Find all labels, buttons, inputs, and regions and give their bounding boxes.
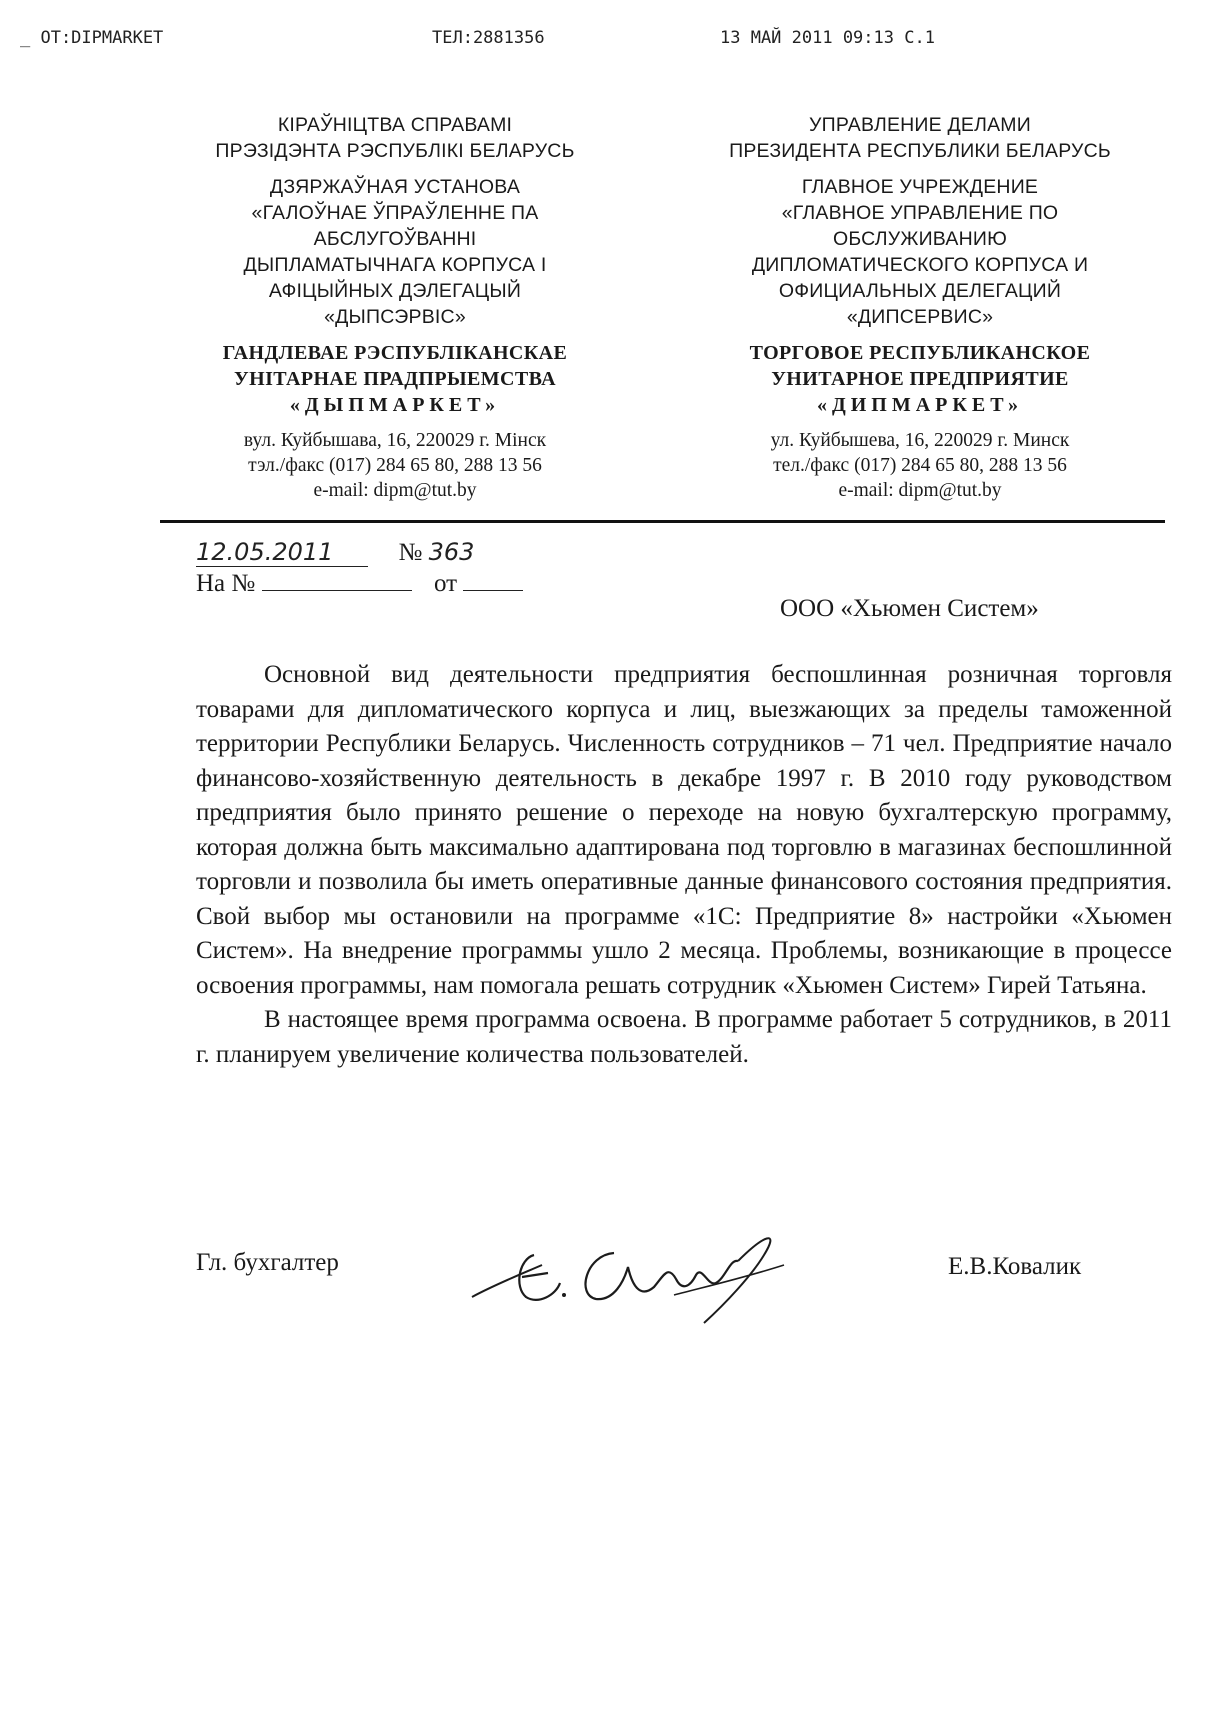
fax-sender: _ OT:DIPMARKET	[20, 28, 164, 48]
lh-ru-line4: «ГЛАВНОЕ УПРАВЛЕНИЕ ПО	[781, 202, 1059, 224]
letterhead-russian	[685, 112, 1155, 503]
letterhead	[160, 112, 1160, 512]
lh-be-company2: УНІТАРНАЕ ПРАДПРЫЕМСТВА	[234, 368, 556, 390]
lh-be-company1: ГАНДЛЕВАЕ РЭСПУБЛІКАНСКАЕ	[222, 342, 568, 364]
signatory-title: Гл. бухгалтер	[196, 1249, 339, 1276]
handwritten-signature	[464, 1225, 804, 1335]
addressee: ООО «Хьюмен Систем»	[780, 595, 1039, 622]
lh-be-line3: ДЗЯРЖАЎНАЯ УСТАНОВА	[269, 176, 521, 198]
lh-ru-line2: ПРЕЗИДЕНТА РЕСПУБЛИКИ БЕЛАРУСЬ	[729, 140, 1111, 162]
lh-ru-email: e-mail: dipm@tut.by	[838, 480, 1002, 501]
lh-be-address: вул. Куйбышава, 16, 220029 г. Мінск	[243, 430, 547, 451]
body-paragraph: Основной вид деятельности предприятия беспошлинная розничная торговля товарами для дипломатического корпуса и лиц, выезжающих за пределы таможенной территории Республики Беларусь. Численность сотрудников – 71 чел. Предприятие начало финансово-хозяйственную деятельность в декабре 1997 г. В 2010 году руководством предприятия было принято решение о переходе на новую бухгалтерскую программу, которая должна быть максимально адаптирована под торговлю в магазинах беспошлинной торговли и позволила бы иметь оперативные данные финансового состояния предприятия. Свой выбор мы остановили на программе «1С: Предприятие 8» настройки «Хьюмен Систем». На внедрение программы ушло 2 месяца. Проблемы, возникающие в процессе освоения программы, нам помогала решать сотрудник «Хьюмен Систем» Гирей Татьяна.	[196, 661, 1172, 999]
letter-body	[196, 658, 1172, 1178]
letterhead-divider	[160, 520, 1165, 523]
fax-phone: ТЕЛ:2881356	[432, 28, 545, 48]
lh-ru-company1: ТОРГОВОЕ РЕСПУБЛИКАНСКОЕ	[749, 342, 1091, 364]
lh-be-email: e-mail: dipm@tut.by	[313, 480, 477, 501]
lh-be-line5: АБСЛУГОЎВАННІ	[313, 228, 477, 250]
lh-ru-line1: УПРАВЛЕНИЕ ДЕЛАМИ	[809, 114, 1031, 136]
lh-be-line7: АФІЦЫЙНЫХ ДЭЛЕГАЦЫЙ	[268, 280, 522, 302]
lh-ru-line8: «ДИПСЕРВИС»	[846, 306, 994, 328]
letterhead-belarusian	[160, 112, 630, 503]
lh-be-line8: «ДЫПСЭРВІС»	[324, 306, 466, 328]
lh-be-line1: КІРАЎНІЦТВА СПРАВАМІ	[277, 114, 513, 136]
lh-ru-line3: ГЛАВНОЕ УЧРЕЖДЕНИЕ	[801, 176, 1039, 198]
lh-be-line6: ДЫПЛАМАТЫЧНАГА КОРПУСА І	[243, 254, 547, 276]
fax-header	[20, 28, 1200, 56]
lh-ru-company3: «ДИПМАРКЕТ»	[816, 394, 1024, 416]
registration-line-outgoing	[196, 538, 474, 567]
lh-ru-line6: ДИПЛОМАТИЧЕСКОГО КОРПУСА И	[751, 254, 1089, 276]
lh-be-phone: тэл./факс (017) 284 65 80, 288 13 56	[248, 455, 542, 476]
lh-ru-line5: ОБСЛУЖИВАНИЮ	[833, 228, 1007, 250]
lh-be-line2: ПРЭЗІДЭНТА РЭСПУБЛІКІ БЕЛАРУСЬ	[215, 140, 575, 162]
signature-block	[196, 1225, 1186, 1325]
outgoing-number: 363	[428, 538, 475, 566]
outgoing-date: 12.05.2011	[196, 538, 368, 567]
registration-block	[196, 538, 616, 608]
lh-ru-company2: УНИТАРНОЕ ПРЕДПРИЯТИЕ	[771, 368, 1069, 390]
registration-line-incoming	[196, 570, 523, 598]
lh-be-line4: «ГАЛОЎНАЕ ЎПРАЎЛЕННЕ ПА	[251, 202, 539, 224]
fax-datetime: 13 МАЙ 2011 09:13 С.1	[720, 28, 935, 48]
lh-ru-address: ул. Куйбышева, 16, 220029 г. Минск	[770, 430, 1070, 451]
body-paragraph: В настоящее время программа освоена. В программе работает 5 сотрудников, в 2011 г. планируем увеличение количества пользователей.	[196, 1006, 1172, 1068]
signatory-name: Е.В.Ковалик	[948, 1253, 1082, 1280]
lh-be-company3: «ДЫПМАРКЕТ»	[289, 394, 501, 416]
lh-ru-line7: ОФИЦИАЛЬНЫХ ДЕЛЕГАЦИЙ	[778, 280, 1062, 302]
from-label: от	[434, 570, 458, 597]
reference-label: На №	[196, 570, 256, 597]
number-label: №	[398, 539, 423, 566]
lh-ru-phone: тел./факс (017) 284 65 80, 288 13 56	[773, 455, 1067, 476]
